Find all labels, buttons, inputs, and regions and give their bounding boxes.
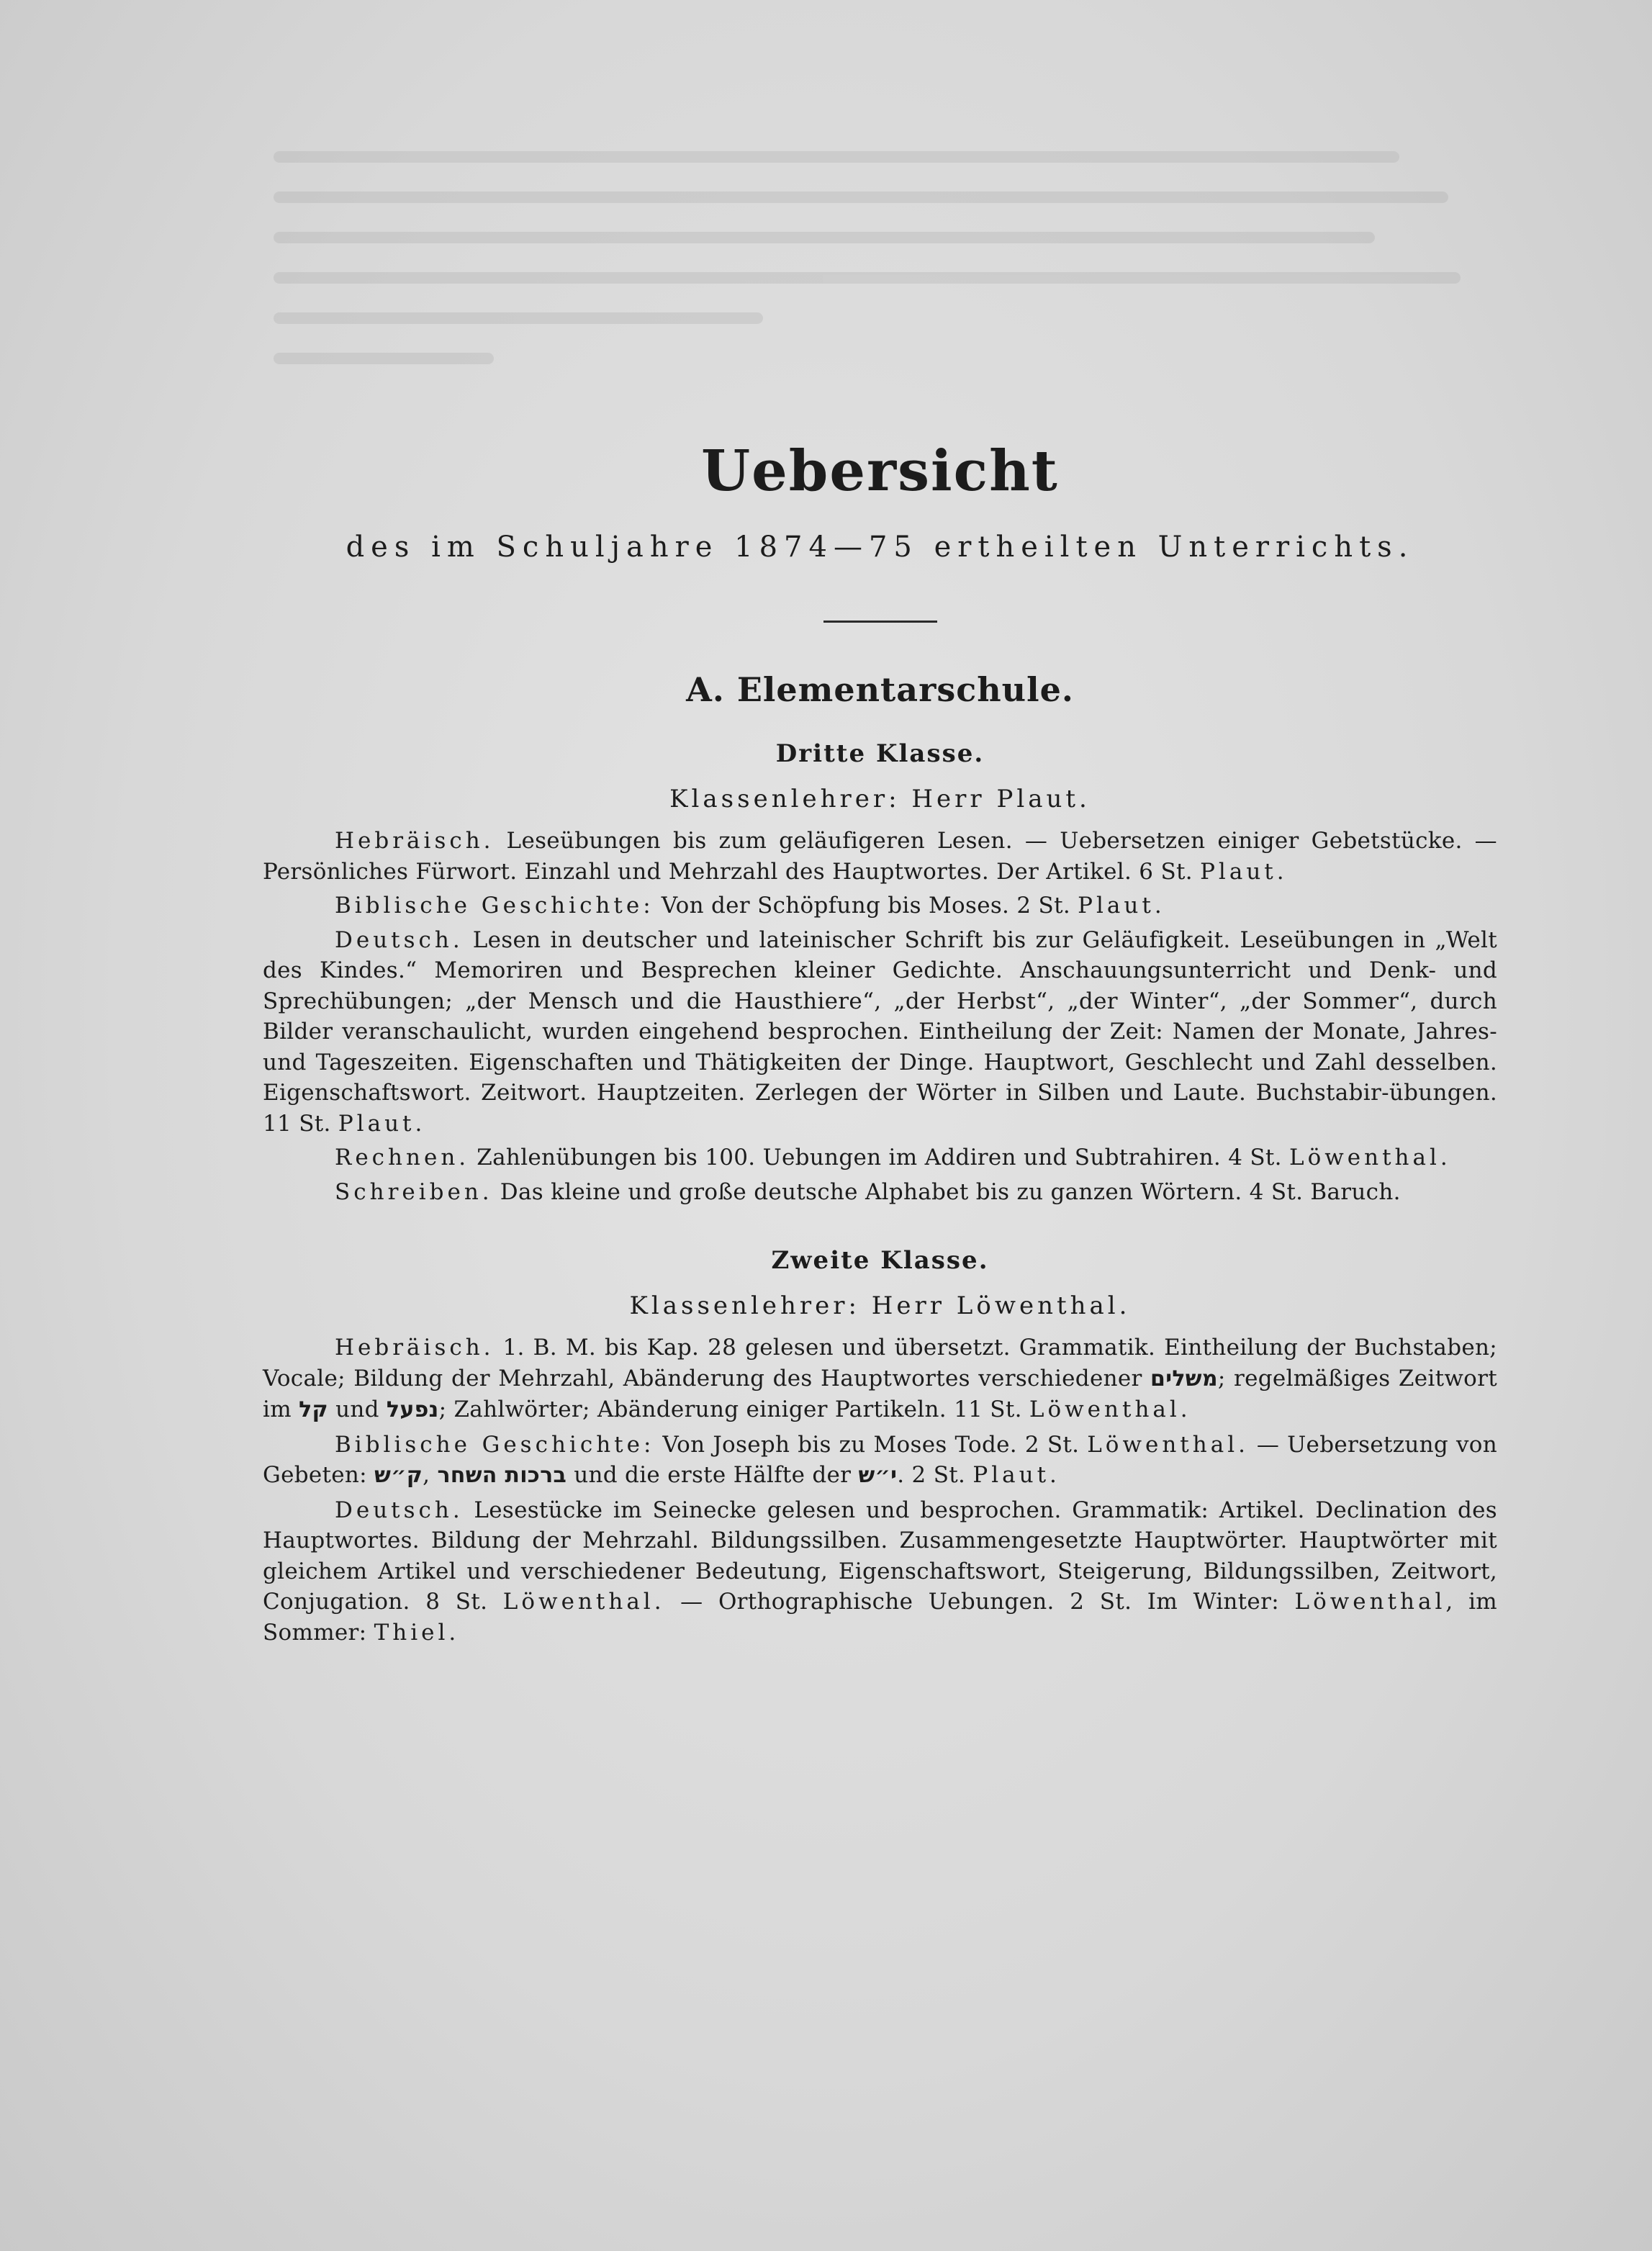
paragraph-text: Von Joseph bis zu Moses Tode. 2 St.	[654, 1431, 1088, 1458]
paragraph-german-second	[263, 1495, 1497, 1648]
teacher-name: Baruch.	[1310, 1178, 1401, 1205]
paragraph-hebrew-second	[263, 1332, 1497, 1426]
subject-label: Biblische Geschichte:	[335, 1431, 655, 1458]
teacher-name: Löwenthal.	[1029, 1397, 1191, 1422]
subject-label: Biblische Geschichte:	[335, 893, 654, 919]
document-body	[263, 432, 1497, 1651]
teacher-name: Plaut.	[1200, 858, 1288, 885]
teacher-name: Thiel.	[374, 1619, 460, 1646]
teacher-name: Löwenthal.	[1289, 1145, 1451, 1170]
paragraph-text: Leseübungen bis zum geläufigeren Lesen. — Uebersetzen einiger Gebetstücke. — Persönliches Fürwort. Einzahl und Mehrzahl des Hauptwortes. Der Artikel. 6 St.	[263, 828, 1497, 885]
subject-label: Hebräisch.	[335, 1335, 495, 1361]
section-heading: A. Elementarschule.	[686, 670, 1074, 709]
subject-label: Rechnen.	[335, 1145, 470, 1170]
paragraph-writing-third	[263, 1177, 1497, 1208]
paragraph-text: Das kleine und große deutsche Alphabet bis zu ganzen Wörtern. 4 St.	[492, 1178, 1311, 1205]
paragraph-bible-third	[263, 890, 1497, 921]
teacher-name: Plaut.	[1078, 893, 1165, 919]
paragraph-hebrew-third	[263, 826, 1497, 887]
teacher-name: Plaut.	[338, 1110, 426, 1137]
hebrew-term: ברכות השחר	[437, 1463, 567, 1488]
teacher-name: Löwenthal.	[502, 1589, 665, 1615]
paragraph-text: — Uebersetzung von Gebeten:	[263, 1431, 1497, 1488]
hebrew-term: משלים	[1150, 1366, 1218, 1391]
paragraph-text: 1. B. M. bis Kap. 28 gelesen und übersetzt. Grammatik. Eintheilung der Buchstaben; Vocale; Bildung der Mehrzahl, Abänderung des Hauptwortes verschiedener	[263, 1335, 1497, 1391]
paragraph-text: , im Sommer:	[263, 1589, 1498, 1646]
class-heading-third: Dritte Klasse.	[775, 739, 985, 768]
class-heading-second: Zweite Klasse.	[771, 1246, 989, 1275]
paragraph-text: Von der Schöpfung bis Moses. 2 St.	[654, 893, 1078, 919]
document-title: Uebersicht	[701, 438, 1059, 504]
teacher-name: Löwenthal.	[1087, 1431, 1249, 1458]
paragraph-german-third	[263, 925, 1497, 1140]
subject-label: Schreiben.	[335, 1178, 493, 1205]
title-divider	[823, 621, 937, 623]
paragraph-text: ; Zahlwörter; Abänderung einiger Partikeln. 11 St.	[438, 1397, 1029, 1422]
subject-label: Deutsch.	[335, 1497, 464, 1523]
paragraph-text: Zahlenübungen bis 100. Uebungen im Addiren und Subtrahiren. 4 St.	[469, 1145, 1289, 1170]
class-teacher-third: Klassenlehrer: Herr Plaut.	[669, 785, 1091, 813]
paragraph-text: ; regelmäßiges Zeitwort im	[263, 1365, 1498, 1422]
paragraph-text: ,	[423, 1462, 438, 1488]
teacher-name: Löwenthal	[1294, 1589, 1446, 1615]
paragraph-text: und	[328, 1397, 387, 1422]
paragraph-text: Lesestücke im Seinecke gelesen und besprochen. Grammatik: Artikel. Declination des Hauptwortes. Bildung der Mehrzahl. Bildungssilben. Zusammengesetzte Hauptwörter. Hauptwörter mit gleichem Artikel und verschiedener Bedeutung, Eigenschaftswort, Steigerung, Bildungssilben, Zeitwort, Conjugation. 8 St.	[263, 1497, 1497, 1615]
hebrew-term: נפעל	[386, 1397, 439, 1422]
document-subtitle: des im Schuljahre 1874—75 ertheilten Unterrichts.	[346, 531, 1414, 564]
hebrew-term: ק״ש	[374, 1463, 423, 1488]
paragraph-text: . 2 St.	[897, 1462, 973, 1488]
teacher-name: Plaut.	[972, 1462, 1060, 1488]
hebrew-term: קל	[299, 1397, 328, 1422]
paragraph-arithmetic-third	[263, 1142, 1497, 1173]
paragraph-text: und die erste Hälfte der	[567, 1462, 859, 1488]
subject-label: Deutsch.	[335, 926, 464, 953]
paragraph-text: Lesen in deutscher und lateinischer Schrift bis zur Geläufigkeit. Leseübungen in „Welt des Kindes.“ Memoriren und Besprechen kleiner Gedichte. Anschauungsunterricht und Denk- und Sprechübungen; „der Mensch und die Hausthiere“, „der Herbst“, „der Winter“, „der Sommer“, durch Bilder veranschaulicht, wurden eingehend besprochen. Eintheilung der Zeit: Namen der Monate, Jahres- und Tageszeiten. Eigenschaften und Thätigkeiten der Dinge. Hauptwort, Geschlecht und Zahl desselben. Eigenschaftswort. Zeitwort. Hauptzeiten. Zerlegen der Wörter in Silben und Laute. Buchstabir-übungen. 11 St.	[263, 926, 1497, 1137]
paragraph-bible-second	[263, 1430, 1497, 1492]
subject-label: Hebräisch.	[335, 828, 495, 854]
hebrew-term: י״ש	[858, 1463, 898, 1488]
paragraph-text: — Orthographische Uebungen. 2 St. Im Winter:	[664, 1589, 1295, 1615]
class-teacher-second: Klassenlehrer: Herr Löwenthal.	[629, 1291, 1131, 1320]
